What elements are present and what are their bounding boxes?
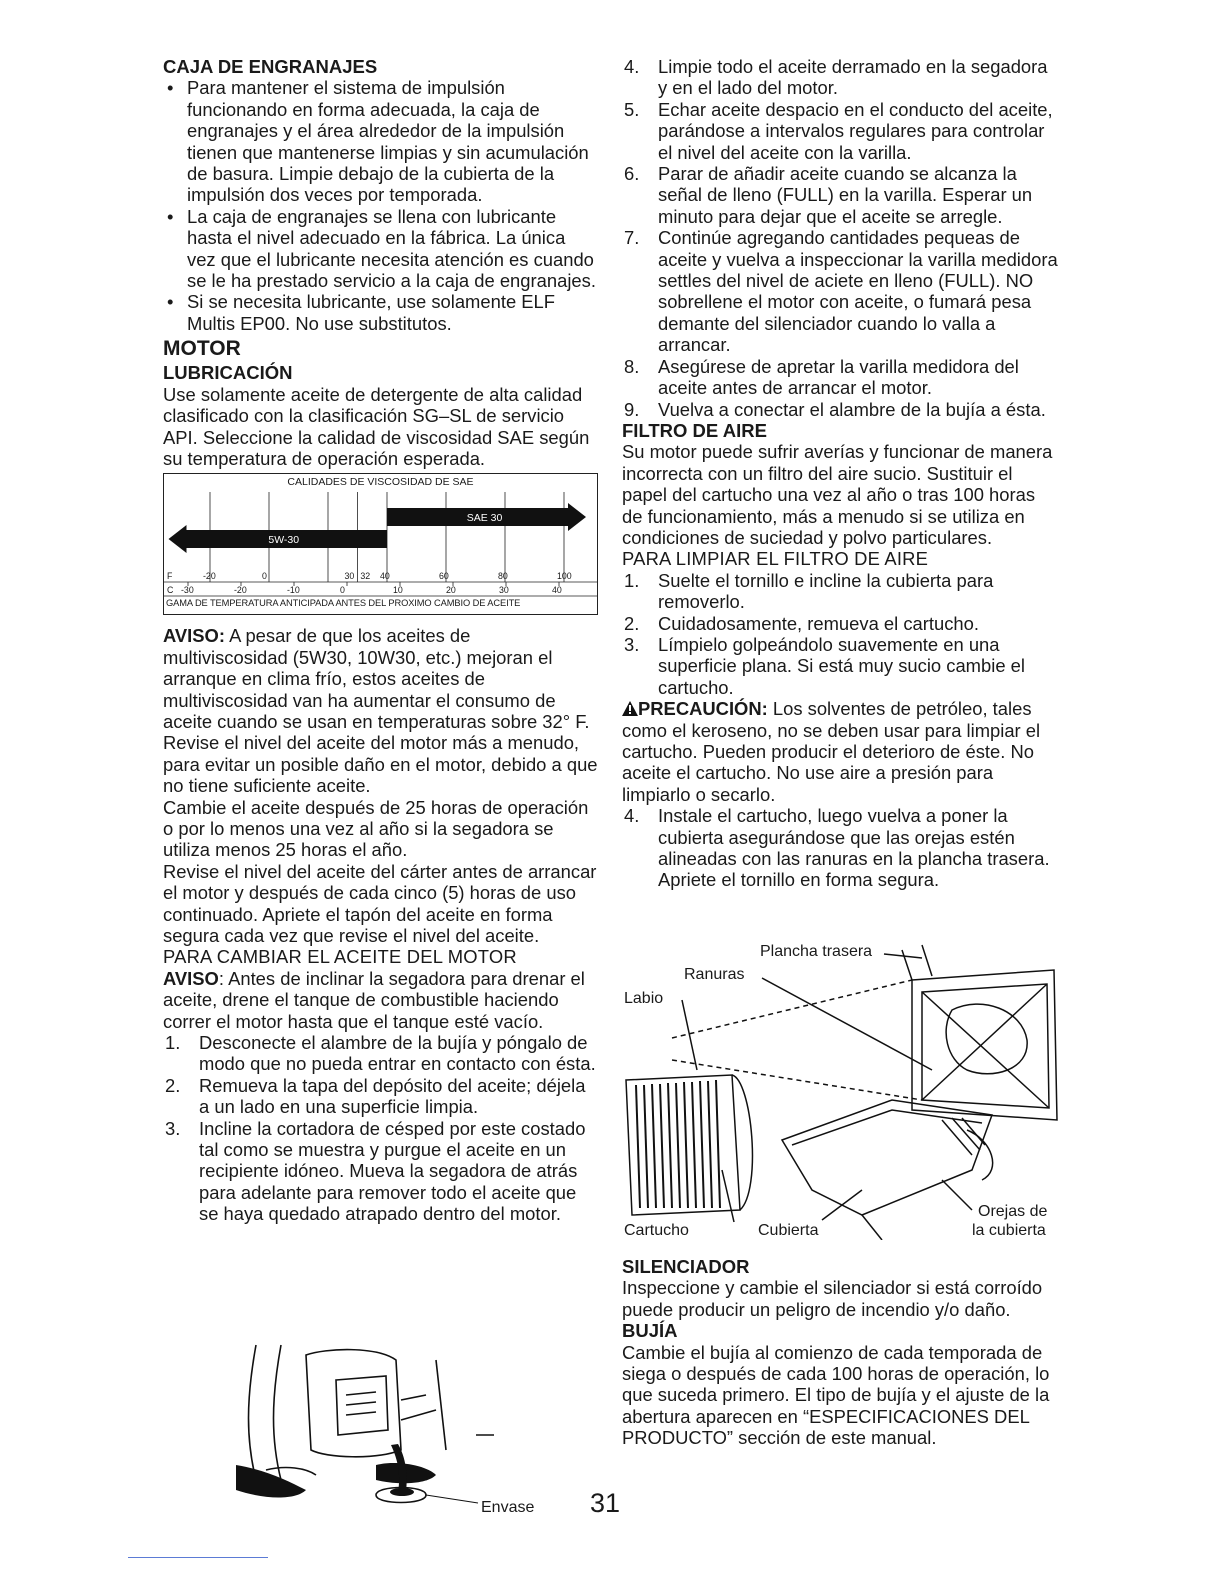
gear-bullet-2: • La caja de engranajes se llena con lubricante hasta el nivel adecuado en la fábrica. La única vez que el lubricante necesita atención es cuando se le ha prestado servicio a la caja de engranajes.	[163, 206, 598, 292]
oil-step-6	[622, 163, 1060, 227]
step-text: Echar aceite despacio en el conducto del aceite, parándose a intervalos regulares para controlar el nivel del aceite con la varilla.	[658, 98, 1053, 163]
f-tick-label: -20	[203, 571, 216, 582]
step-text: Asegúrese de apretar la varilla medidora del aceite antes de arrancar el motor.	[658, 355, 1019, 399]
oil-step-5	[622, 99, 1060, 163]
c-tick-label: -20	[234, 585, 247, 596]
motor-heading: MOTOR	[163, 337, 241, 361]
step-number: 1.	[165, 1032, 181, 1054]
oil-drain-illustration	[226, 1340, 556, 1525]
aviso-2	[163, 968, 598, 1032]
step-number: 6.	[624, 163, 640, 185]
left-column	[163, 56, 598, 1225]
oil-step-2	[163, 1075, 598, 1118]
aviso-2-lead: AVISO	[163, 967, 219, 989]
air-filter-text: Su motor puede sufrir averías y funcionar de manera incorrecta con un filtro del aire sucio. Sustituir el papel del cartucho una vez al año o tras 100 horas de funcionamiento, más a menudo si se utiliza en condiciones de suciedad y polvo particulares.	[622, 441, 1053, 548]
oil-step-7	[622, 227, 1060, 355]
f-tick-label: 32	[360, 571, 371, 582]
orejas-label-2: la cubierta	[972, 1222, 1046, 1239]
muffler-heading: SILENCIADOR	[622, 1256, 750, 1277]
cartucho-label: Cartucho	[624, 1222, 689, 1239]
c-tick-label: 20	[446, 585, 456, 596]
chart-caption: GAMA DE TEMPERATURA ANTICIPADA ANTES DEL PROXIMO CAMBIO DE ACEITE	[166, 598, 521, 609]
step-text: Continúe agregando cantidades pequeas de aceite y vuelva a inspeccionar la varilla medidora settles del nivel de aciete en lleno (FULL). NO sobrellene el motor con aceite, o fumará pesa demante del silenciador cuando lo valla a arrancar.	[658, 227, 1058, 356]
clean-step-1	[622, 570, 1060, 613]
c-tick-label: 40	[552, 585, 562, 596]
air-filter-heading: FILTRO DE AIRE	[622, 419, 767, 441]
page-number: 31	[590, 1488, 621, 1518]
air-filter-drawing	[622, 940, 1062, 1240]
step-text: Vuelva a conectar el alambre de la bujía a ésta.	[658, 398, 1046, 420]
step-text: Limpie todo el aceite derramado en la segadora y en el lado del motor.	[658, 56, 1048, 99]
f-tick-label: 0	[262, 571, 267, 582]
step-text: Instale el cartucho, luego vuelva a poner la cubierta asegurándose que las orejas estén alineadas con las ranuras en la plancha trasera. Apriete el tornillo en forma segura.	[658, 805, 1050, 891]
step-number: 8.	[624, 355, 640, 377]
step-number: 3.	[624, 633, 640, 655]
step-text: Incline la cortadora de césped por este costado tal como se muestra y purgue el aceite en un recipiente idóneo. Mueva la segadora de atrás para adelante para remover todo el aceite que se haya quedado atrapado dentro del motor.	[199, 1117, 586, 1225]
step-number: 9.	[624, 398, 640, 420]
lubrication-text: Use solamente aceite de detergente de alta calidad clasificado con la clasificación SG–SL de servicio API. Seleccione la calidad de viscosidad SAE según su temperatura de operación esperada.	[163, 383, 590, 469]
step-text: Límpielo golpeándolo suavemente en una superficie plana. Si está muy sucio cambie el cartucho.	[658, 633, 1025, 698]
check-oil-text: Revise el nivel del aceite del cárter antes de arrancar el motor y después de cada cinco (5) horas de uso continuado. Apriete el tapón del aceite en forma segura cada vez que revise el nivel del aceite.	[163, 860, 597, 946]
gear-heading: CAJA DE ENGRANAJES	[163, 56, 378, 77]
right-column-bottom	[622, 1256, 1060, 1449]
clean-step-3	[622, 634, 1060, 698]
clean-step-4	[622, 805, 1060, 891]
oil-step-1	[163, 1032, 598, 1075]
step-number: 2.	[624, 612, 640, 634]
ranuras-label: Ranuras	[684, 966, 745, 983]
step-text: Parar de añadir aceite cuando se alcanza la señal de lleno (FULL) en la varilla. Esperar un minuto para dejar que el aceite se arregle.	[658, 163, 1033, 227]
aviso-1-text: A pesar de que los aceites de multiviscosidad (5W30, 10W30, etc.) mejoran el arranque en clima frío, estos aceites de multiviscosidad van ha aumentar el consumo de aceite cuando se usan en temperaturas sobre 32° F. Revise el nivel del aceite del motor más a menudo, para evitar un posible daño en el motor, debido a que no tiene suficiente aceite.	[163, 625, 598, 797]
change-oil-text: Cambie el aceite después de 25 horas de operación o por lo menos una vez al año si la segadora se utiliza menos 25 horas el año.	[163, 796, 589, 861]
chart-bars	[169, 503, 587, 553]
step-number: 3.	[165, 1117, 181, 1139]
spark-plug-heading: BUJÍA	[622, 1320, 678, 1342]
lubrication-heading: LUBRICACIÓN	[163, 362, 293, 384]
bar-label: SAE 30	[466, 512, 503, 525]
oil-step-4	[622, 56, 1060, 99]
oil-drain-drawing	[226, 1340, 556, 1525]
step-number: 4.	[624, 56, 640, 77]
spark-plug-text: Cambie el bujía al comienzo de cada temporada de siega o después de cada 100 horas de operación, lo que suceda primero. El tipo de bujía y el ajuste de la abertura aparecen en “ESPECIFICACIONES DEL PRODUCTO” sección de este manual.	[622, 1341, 1050, 1449]
step-number: 7.	[624, 227, 640, 249]
labio-label: Labio	[624, 990, 664, 1007]
gear-bullet-1: • Para mantener el sistema de impulsión funcionando en forma adecuada, la caja de engranajes y el área alrededor de la impulsión tienen que mantenerse limpias y sin acumulación de basura. Limpie debajo de la cubierta de la impulsión dos veces por temporada.	[163, 77, 598, 205]
clean-filter-heading: PARA LIMPIAR EL FILTRO DE AIRE	[622, 548, 929, 570]
aviso-1-lead: AVISO:	[163, 625, 225, 647]
caution-paragraph	[622, 698, 1060, 805]
step-text: Cuidadosamente, remueva el cartucho.	[658, 612, 979, 634]
c-tick-label: 0	[340, 585, 345, 596]
step-text: Remueva la tapa del depósito del aceite; déjela a un lado en una superficie limpia.	[199, 1074, 586, 1118]
f-tick-label: 40	[380, 571, 390, 582]
oil-step-9	[622, 399, 1060, 420]
gear-bullet-3: • Si se necesita lubricante, use solamente ELF Multis EP00. No use substitutos.	[163, 291, 598, 334]
clean-step-2	[622, 613, 1060, 634]
change-oil-heading: PARA CAMBIAR EL ACEITE DEL MOTOR	[163, 946, 517, 968]
c-tick-label: -10	[287, 585, 300, 596]
envase-label: Envase	[481, 1499, 535, 1516]
f-tick-label: 80	[498, 571, 508, 582]
right-column	[622, 56, 1060, 891]
air-filter-illustration	[622, 940, 1062, 1240]
c-tick-label: 30	[499, 585, 509, 596]
chart-title: CALIDADES DE VISCOSIDAD DE SAE	[287, 476, 474, 489]
f-tick-label: 30	[344, 571, 355, 582]
c-tick-label: -30	[181, 585, 194, 596]
f-tick-label: 100	[557, 571, 572, 582]
c-axis-label: C	[167, 585, 174, 596]
caution-lead: PRECAUCIÓN:	[638, 698, 768, 720]
step-number: 5.	[624, 98, 640, 120]
step-text: Desconecte el alambre de la bujía y póngalo de modo que no pueda entrar en contacto con ésta.	[199, 1032, 596, 1075]
viscosity-chart	[163, 473, 598, 615]
c-tick-label: 10	[393, 585, 403, 596]
plancha-trasera-label: Plancha trasera	[760, 943, 873, 960]
oil-step-3	[163, 1118, 598, 1225]
f-tick-label: 60	[439, 571, 449, 582]
caution-text: Los solventes de petróleo, tales como el keroseno, no se deben usar para limpiar el cartucho. Pueden producir el deterioro de éste. No aceite el cartucho. No use aire a presión para limpiarlo o secarlo.	[622, 698, 1041, 805]
f-axis-label: F	[167, 571, 173, 582]
cubierta-label: Cubierta	[758, 1222, 819, 1239]
bar-label: 5W-30	[268, 534, 300, 547]
step-number: 1.	[624, 569, 640, 591]
step-text: Suelte el tornillo e incline la cubierta para removerlo.	[658, 569, 994, 613]
aviso-2-text: : Antes de inclinar la segadora para drenar el aceite, drene el tanque de combustible haciendo correr el motor hasta que el tanque esté vacío.	[163, 967, 585, 1032]
oil-step-8	[622, 356, 1060, 399]
warning-triangle-icon	[622, 698, 638, 719]
muffler-text: Inspeccione y cambie el silenciador si está corroído puede producir un peligro de incendio y/o daño.	[622, 1277, 1043, 1320]
bottom-rule	[128, 1557, 268, 1558]
step-number: 4.	[624, 805, 640, 827]
orejas-label-1: Orejas de	[978, 1203, 1048, 1220]
step-number: 2.	[165, 1074, 181, 1096]
chart-graphic	[164, 474, 597, 614]
aviso-1	[163, 625, 598, 796]
